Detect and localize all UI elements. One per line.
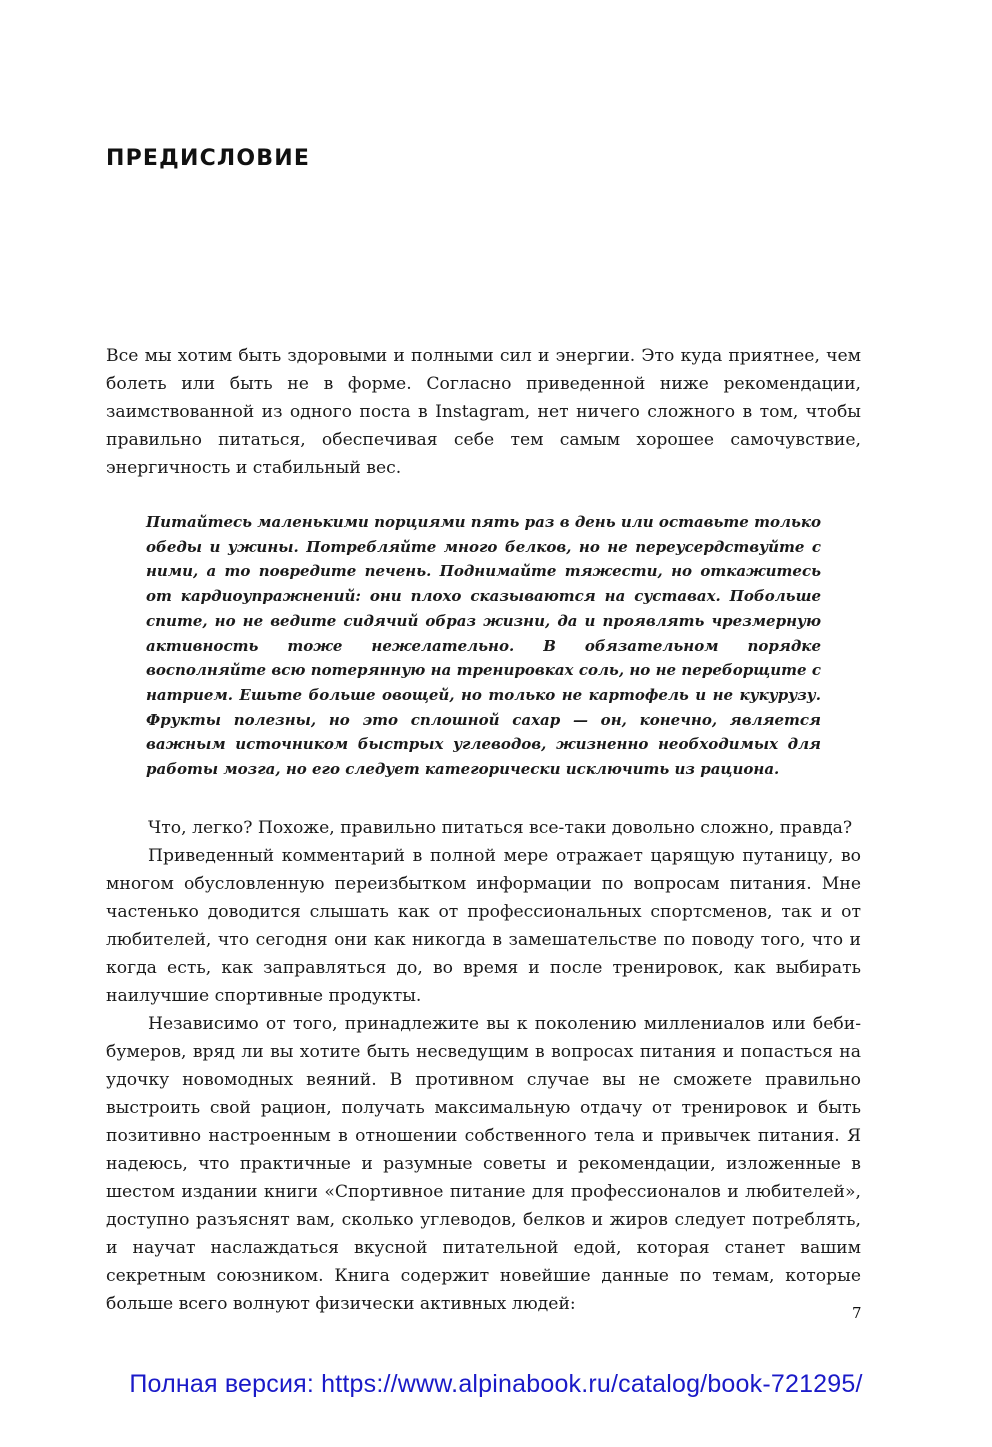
full-version-link[interactable]: Полная версия: https://www.alpinabook.ru/catalog/book-721295/ — [129, 1370, 863, 1398]
quoted-block: Питайтесь маленькими порциями пять раз в день или оставьте только обеды и ужины. Потребляйте много белков, но не переусердствуйте с ними, а то повредите печень. Поднимайте тяжести, но откажитесь от кардиоупражнений: они плохо сказываются на суставах. Побольше спите, но не ведите сидячий образ жизни, да и проявлять чрезмерную активность тоже нежелательно. В обязательном порядке восполняйте всю потерянную на тренировках соль, но не переборщите с натрием. Ешьте больше овощей, но только не картофель и не кукурузу. Фрукты полезны, но это сплошной сахар — он, конечно, является важным источником быстрых углеводов, жизненно необходимых для работы мозга, но его следует категорически исключить из рациона. — [146, 513, 821, 779]
page-number: 7 — [852, 1304, 862, 1322]
paragraph: Что, легко? Похоже, правильно питаться все-таки довольно сложно, правда? — [148, 818, 853, 838]
body-paragraphs — [106, 814, 861, 1318]
paragraph: Независимо от того, принадлежите вы к поколению миллениалов или беби-бумеров, вряд ли вы хотите быть несведущим в вопросах питания и попасться на удочку новомодных веяний. В противном случае вы не сможете правильно выстроить свой рацион, получать максимальную отдачу от тренировок и быть позитивно настроенным в отношении собственного тела и привычек питания. Я надеюсь, что практичные и разумные советы и рекомендации, изложенные в шестом издании книги «Спортивное питание для профессионалов и любителей», доступно разъяснят вам, сколько углеводов, белков и жиров следует потреблять, и научат наслаждаться вкусной питательной едой, которая станет вашим секретным союзником. Книга содержит новейшие данные по темам, которые больше всего волнуют физически активных людей: — [106, 1014, 861, 1314]
intro-paragraph: Все мы хотим быть здоровыми и полными сил и энергии. Это куда приятнее, чем болеть или быть не в форме. Согласно приведенной ниже рекомендации, заимствованной из одного поста в Instagram, нет ничего сложного в том, чтобы правильно питаться, обеспечивая себе тем самым хорошее самочувствие, энергичность и стабильный вес. — [106, 346, 861, 478]
paragraph: Приведенный комментарий в полной мере отражает царящую путаницу, во многом обусловленную переизбытком информации по вопросам питания. Мне частенько доводится слышать как от профессиональных спортсменов, так и от любителей, что сегодня они как никогда в замешательстве по поводу того, что и когда есть, как заправляться до, во время и после тренировок, как выбирать наилучшие спортивные продукты. — [106, 846, 861, 1006]
chapter-heading: ПРЕДИСЛОВИЕ — [106, 146, 311, 171]
